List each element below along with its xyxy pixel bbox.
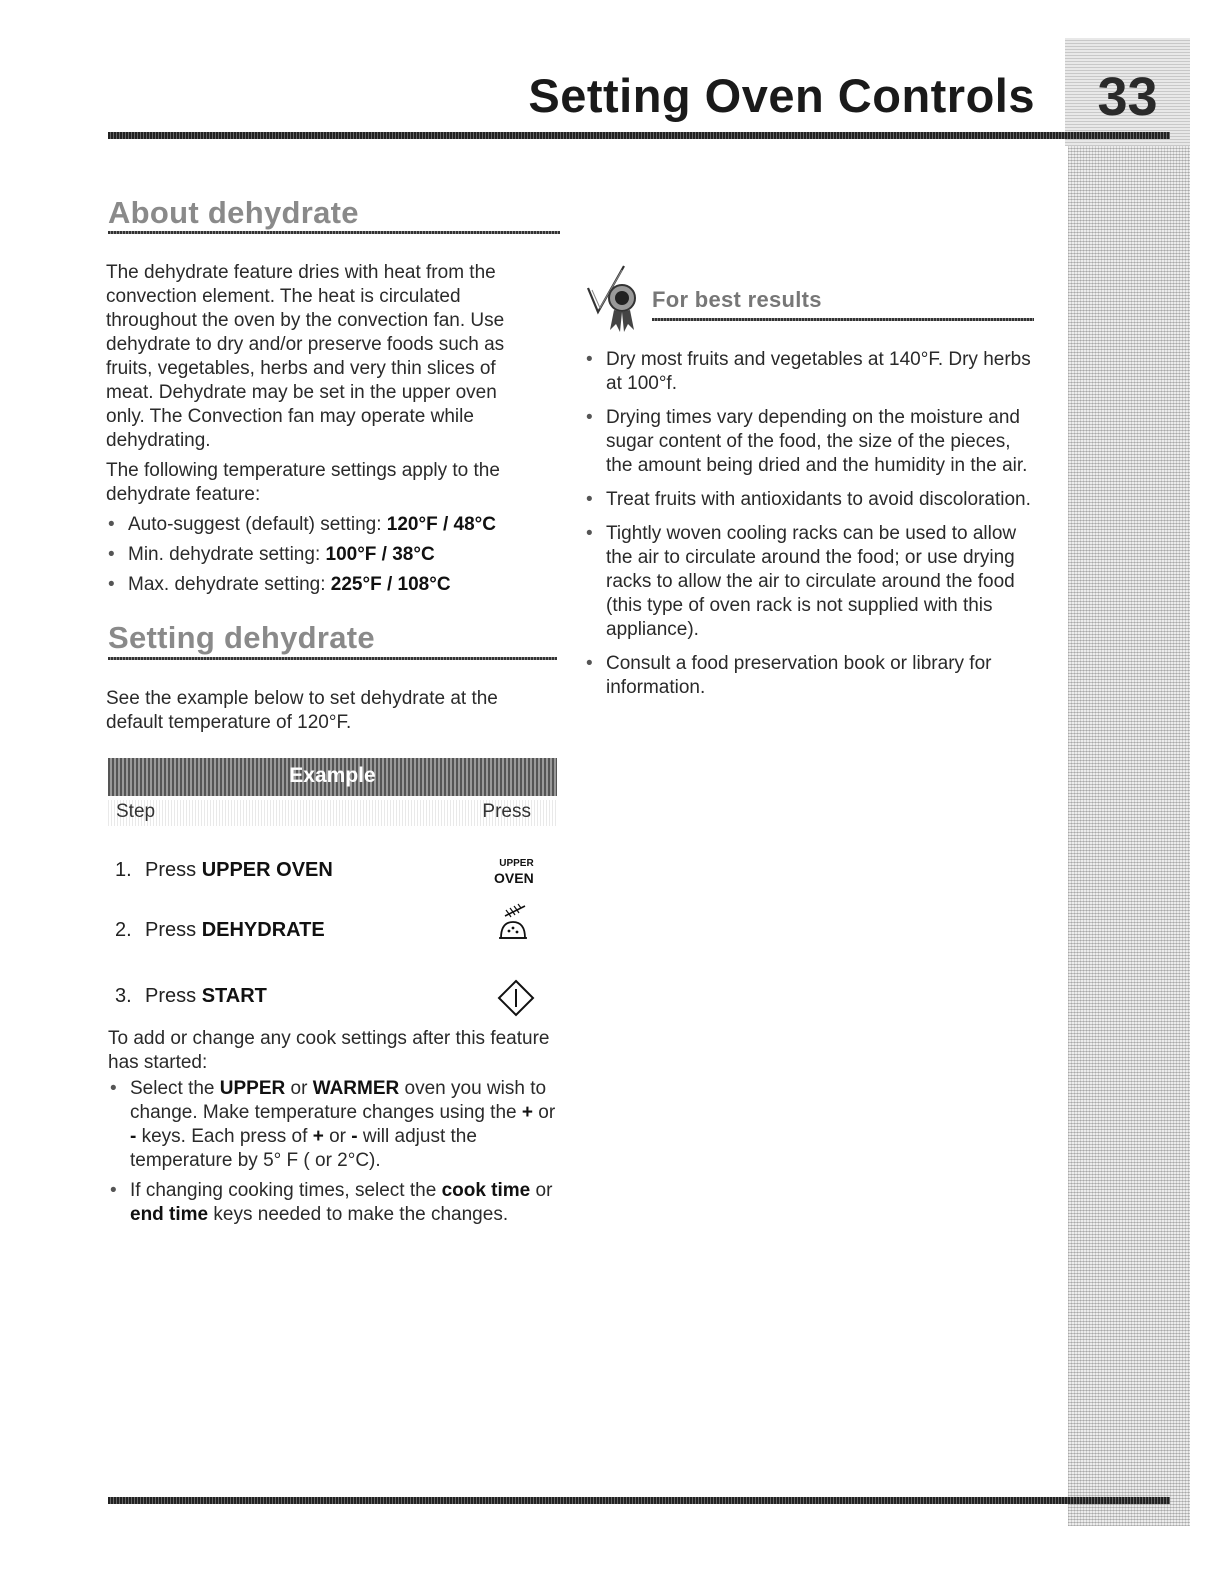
setting-heading: Setting dehydrate (108, 620, 375, 655)
side-decor-strip (1068, 146, 1190, 1526)
after-start-intro: To add or change any cook settings after this feature has started: (108, 1028, 550, 1073)
list-item: • Auto-suggest (default) setting: 120°F / 48°C (106, 513, 536, 537)
step-column-header: Step (116, 801, 156, 822)
after-start-section (108, 1027, 558, 1237)
setting-intro: See the example below to set dehydrate at the default temperature of 120°F. (106, 688, 498, 733)
about-heading: About dehydrate (108, 195, 359, 230)
after-start-list (108, 1077, 558, 1227)
upper-oven-key-icon: UPPER OVEN (494, 858, 534, 886)
page-number-tab (1065, 38, 1190, 146)
list-item: • If changing cooking times, select the cook time or end time keys needed to make the changes. (108, 1179, 558, 1227)
best-results-list (584, 348, 1039, 700)
press-column-header: Press (482, 801, 531, 822)
list-item: • Tightly woven cooling racks can be used to allow the air to circulate around the food; or use drying racks to allow the air to circulate around the food (this type of oven rack is not supplied with this appliance). (584, 522, 1039, 642)
award-ribbon-icon (584, 262, 644, 334)
setting-value: 100°F / 38°C (325, 544, 435, 565)
best-results-section (584, 348, 1039, 710)
list-item: • Dry most fruits and vegetables at 140°F. Dry herbs at 100°f. (584, 348, 1039, 396)
best-results-heading: For best results (652, 287, 822, 312)
list-item: • Treat fruits with antioxidants to avoid discoloration. (584, 488, 1039, 512)
header-rule (108, 132, 1170, 139)
example-title: Example (289, 764, 376, 787)
start-key-icon (496, 978, 536, 1018)
list-item: • Consult a food preservation book or library for information. (584, 652, 1039, 700)
about-paragraph-1: The dehydrate feature dries with heat from the convection element. The heat is circulated throughout the oven by the convection fan. Use dehydrate to dry and/or preserve foods such as fruits, vegetables, herbs and very thin slices of meat. Dehydrate may be set in the upper oven only. The Convection fan may operate while dehydrating. (106, 262, 505, 451)
list-item: • Select the UPPER or WARMER oven you wish to change. Make temperature changes using the + or - keys. Each press of + or - will adjust the temperature by 5° F ( or 2°C). (108, 1077, 558, 1173)
about-paragraph-2: The following temperature settings apply to the dehydrate feature: (106, 460, 500, 505)
about-section (106, 261, 536, 603)
setting-heading-rule (108, 657, 557, 660)
example-step-1: 1. Press UPPER OVEN (115, 859, 333, 881)
page-title: Setting Oven Controls (528, 69, 1035, 122)
temperature-settings-list (106, 513, 536, 597)
setting-value: 120°F / 48°C (386, 514, 496, 535)
example-header (108, 758, 557, 796)
example-step-2: 2. Press DEHYDRATE (115, 919, 325, 941)
about-heading-rule (108, 231, 560, 234)
footer-rule (108, 1497, 1170, 1504)
example-step-3: 3. Press START (115, 985, 267, 1007)
dehydrate-key-icon (495, 902, 531, 942)
best-results-rule (652, 318, 1034, 321)
list-item: • Drying times vary depending on the moisture and sugar content of the food, the size of the pieces, the amount being dried and the humidity in the air. (584, 406, 1039, 478)
setting-value: 225°F / 108°C (330, 574, 451, 595)
page-number: 33 (1097, 67, 1158, 127)
list-item: • Max. dehydrate setting: 225°F / 108°C (106, 573, 536, 597)
list-item: • Min. dehydrate setting: 100°F / 38°C (106, 543, 536, 567)
example-column-headers (108, 800, 557, 826)
